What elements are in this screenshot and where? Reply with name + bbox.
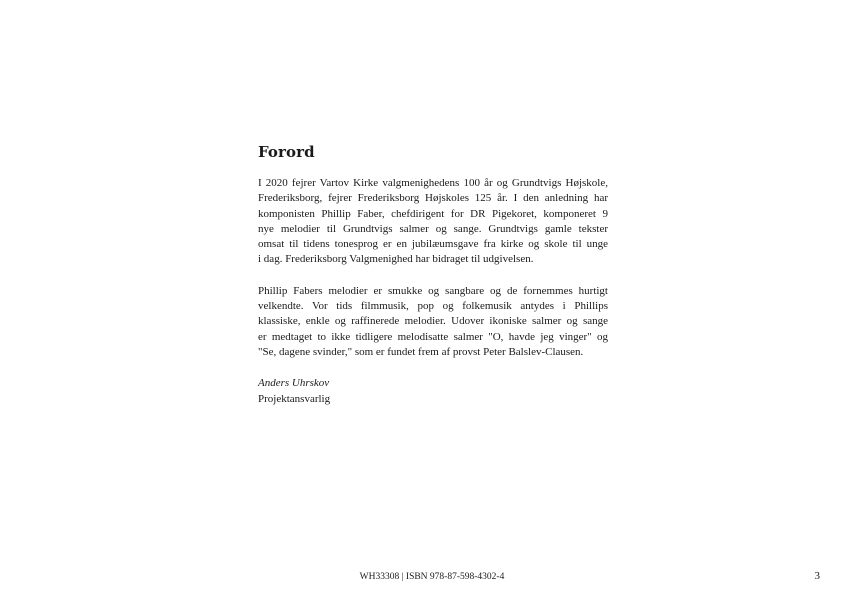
- paragraph-line: klassiske, enkle og raffinerede melodier. Udover ikoniske salmer og sange: [258, 315, 608, 328]
- paragraph-line: omsat til tidens tonesprog er en jubilæumsgave fra kirke og skole til unge: [258, 238, 608, 251]
- paragraph-line: Frederiksborg, fejrer Frederiksborg Højskoles 125 år. I den anledning har: [258, 192, 608, 205]
- foreword-section: [258, 142, 608, 407]
- paragraph-line: Phillip Fabers melodier er smukke og sangbare og de fornemmes hurtigt: [258, 284, 608, 297]
- paragraph-line: er medtaget to ikke tidligere melodisatte salmer "O, havde jeg vinger" og: [258, 330, 608, 343]
- paragraph-line: nye melodier til Grundtvigs salmer og sange. Grundtvigs gamle tekster: [258, 222, 608, 235]
- paragraph-line: velkendte. Vor tids filmmusik, pop og folkemusik antydes i Phillips: [258, 300, 608, 313]
- paragraph-1: [258, 176, 608, 268]
- paragraph-line: komponisten Phillip Faber, chefdirigent for DR Pigekoret, komponeret 9: [258, 207, 608, 220]
- signature-role: Projektansvarlig: [258, 392, 331, 405]
- paragraph-2: [258, 284, 608, 360]
- page-title: Forord: [258, 143, 315, 161]
- page-number: 3: [814, 570, 820, 582]
- paragraph-line: i dag. Frederiksborg Valgmenighed har bidraget til udgivelsen.: [258, 253, 534, 266]
- signature-name: Anders Uhrskov: [258, 377, 330, 390]
- paragraph-line: "Se, dagene svinder," som er fundet frem af provst Peter Balslev-Clausen.: [258, 345, 584, 358]
- paragraph-line: I 2020 fejrer Vartov Kirke valgmenighedens 100 år og Grundtvigs Højskole,: [258, 177, 608, 189]
- footer-isbn: WH33308 | ISBN 978-87-598-4302-4: [359, 572, 505, 582]
